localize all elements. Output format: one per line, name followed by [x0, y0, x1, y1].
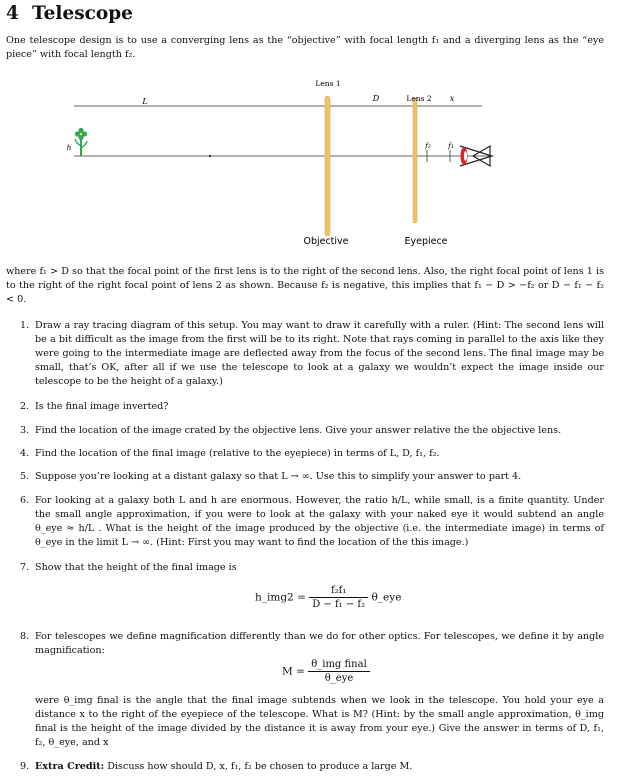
section-heading	[6, 3, 133, 24]
objective-label: Objective	[303, 236, 349, 247]
lens1-label: Lens 1	[315, 79, 341, 88]
equation-7: h_img2 = $\frac{\text{f₂f₁}}{\text{D − f₁ − f₂}}$ θ_eye	[255, 585, 402, 610]
question-3: 3. Find the location of the image crated by the objective lens. Give your answer relative the the objective lens.	[20, 425, 562, 436]
question-6: 6. For looking at a galaxy both L and h are enormous. However, the ratio h/L, while small, is a finite quantity. Under the small angle approximation, if you were to look at the galaxy with your naked eye it would subtend an angle θ_eye ≈ h/L . What is the height of the image produced by the objective (i.e. the intermediate image) in terms of θ_eye in the limit L → ∞. (Hint: First you may want to find the location of the this image.)	[20, 495, 604, 549]
question-7: 7. Show that the height of the final image is	[20, 562, 237, 573]
question-8-continued: were θ_img final is the angle that the final image subtends when we look in the telescope. You hold your eye a distance x to the right of the eyepiece of the telescope. What is M? (Hint: by the small angle approximation, θ_img final is the height of the image divided by the distance it is away from your eye.) Give the answer in terms of D, f₁, f₂, θ_eye, and x	[35, 695, 604, 749]
section-number: 4	[6, 3, 19, 24]
section-title: Telescope	[32, 3, 133, 24]
telescope-diagram	[62, 76, 512, 254]
f1-label: f₁	[448, 141, 454, 150]
where-paragraph: where f₁ > D so that the focal point of the first lens is to the right of the second lens. Also, the right focal point of lens 1 is to the right of the right focal point of lens 2 as shown. Because f₂ is negative, this implies that f₁ − D > −f₂ or D − f₁ − f₂ < 0.	[6, 266, 604, 306]
eyepiece-label: Eyepiece	[404, 236, 448, 247]
lens1-shape	[325, 96, 330, 236]
question-1: 1. Draw a ray tracing diagram of this setup. You may want to draw it carefully with a ruler. (Hint: The second lens will be a bit difficult as the image from the first will be to its right. Note that rays coming in parallel to the axis like they were going to the intermediate image are deflected away from the focus of the second lens. The final image may be small, that’s OK, after all if we use the telescope to look at a galaxy we wouldn’t expect the image inside our telescope to be the height of a galaxy.)	[20, 320, 604, 388]
question-9: 9. Extra Credit: Discuss how should D, x, f₁, f₂ be chosen to produce a large M.	[20, 761, 413, 772]
equation-7-fraction: $\frac{\text{f₂f₁}}{\text{D − f₁ − f₂}}$	[309, 585, 368, 610]
question-8: 8. For telescopes we define magnification differently than we do for other optics. For telescopes, we define it by angle magnification:	[20, 631, 604, 657]
L-label: L	[142, 97, 148, 106]
D-label: D	[372, 94, 380, 103]
equation-8: M = $\frac{\text{θ\_img final}}{\text{θ\_eye}}$	[282, 659, 370, 684]
lens2-shape	[413, 98, 417, 223]
question-4: 4. Find the location of the final image (relative to the eyepiece) in terms of L, D, f₁, f₂.	[20, 448, 440, 459]
equation-8-fraction: $\frac{\text{θ\_img final}}{\text{θ\_eye}}$	[308, 659, 370, 684]
lens2-label: Lens 2	[406, 94, 432, 103]
question-5: 5. Suppose you’re looking at a distant galaxy so that L → ∞. Use this to simplify your answer to part 4.	[20, 471, 522, 482]
intro-paragraph: One telescope design is to use a converging lens as the “objective” with focal length f₁ and a diverging lens as the “eye piece” with focal length f₂.	[6, 35, 604, 61]
x-label: x	[449, 94, 455, 103]
f2-label: f₂	[425, 141, 431, 150]
extra-credit-label: Extra Credit:	[35, 761, 105, 772]
question-2: 2. Is the final image inverted?	[20, 401, 169, 412]
h-label: h	[66, 143, 72, 152]
object-flower-icon	[75, 128, 87, 156]
axis-dot	[209, 155, 211, 157]
